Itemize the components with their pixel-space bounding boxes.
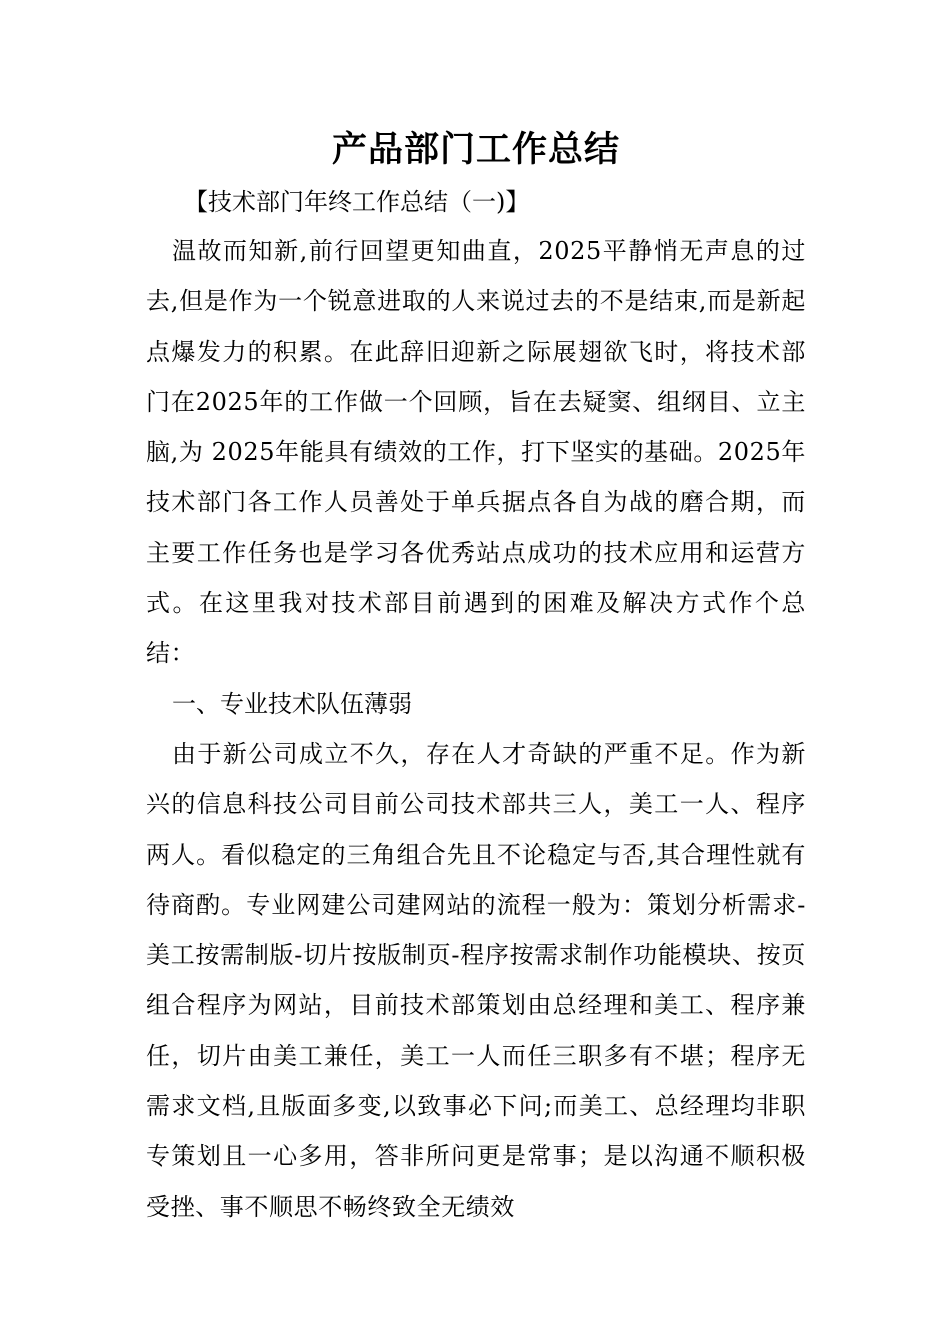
- document-title: 产品部门工作总结: [331, 129, 620, 170]
- document-subtitle: 【技术部门年终工作总结（一)】: [184, 188, 530, 216]
- paragraph-section-1: 由于新公司成立不久，存在人才奇缺的严重不足。作为新兴的信息科技公司目前公司技术部共三人，美工一人、程序两人。看似稳定的三角组合先且不论稳定与否,其合理性就有待商酌。专业网建公司建网站的流程一般为：策划分析需求-美工按需制版-切片按版制页-程序按需求制作功能模块、按页组合程序为网站，目前技术部策划由总经理和美工、程序兼任，切片由美工兼任，美工一人而任三职多有不堪；程序无需求文档,且版面多变,以致事必下问;而美工、总经理均非职专策划且一心多用，答非所问更是常事；是以沟通不顺积极受挫、事不顺思不畅终致全无绩效: [146, 739, 806, 1221]
- paragraph-intro: 温故而知新,前行回望更知曲直，2025平静悄无声息的过去,但是作为一个锐意进取的人来说过去的不是结束,而是新起点爆发力的积累。在此辞旧迎新之际展翅欲飞时，将技术部门在2025年的工作做一个回顾，旨在去疑窦、组纲目、立主脑,为 2025年能具有绩效的工作，打下坚实的基础。2025年技术部门各工作人员善处于单兵据点各自为战的磨合期，而主要工作任务也是学习各优秀站点成功的技术应用和运营方式。在这里我对技术部目前遇到的困难及解决方式作个总结：: [146, 237, 807, 668]
- document-body: [146, 122, 806, 1232]
- section-heading-1: 一、专业技术队伍薄弱: [172, 689, 412, 718]
